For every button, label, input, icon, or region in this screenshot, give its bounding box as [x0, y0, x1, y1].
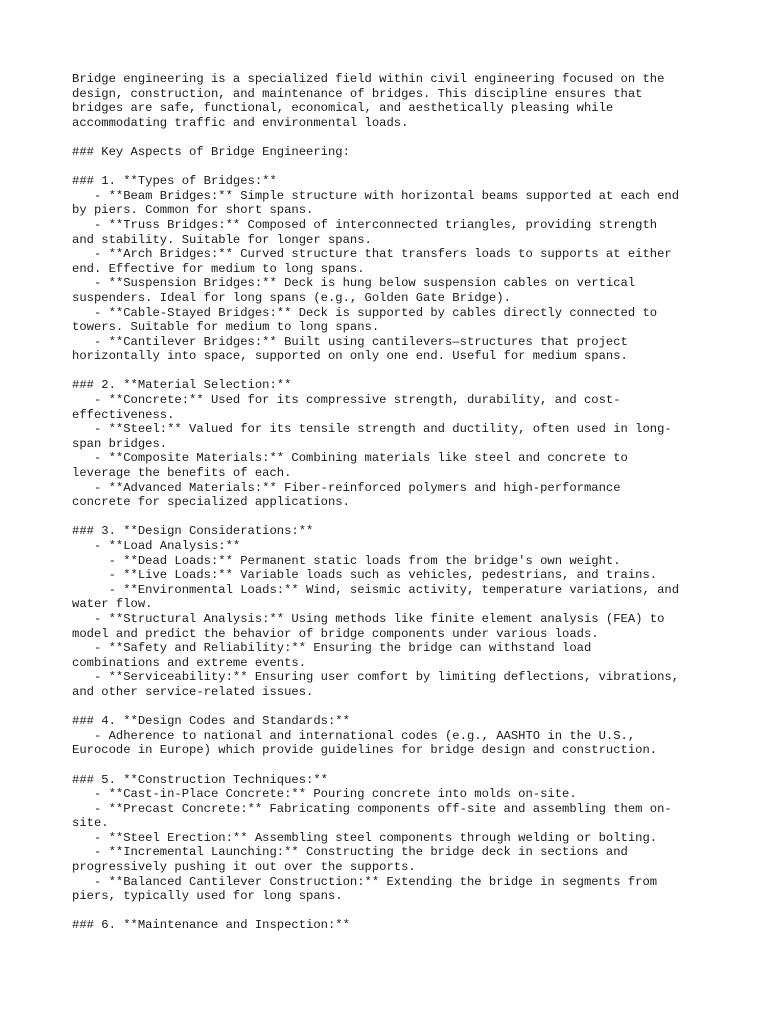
section-heading: ### 5. **Construction Techniques:** — [72, 772, 328, 787]
blank-line — [72, 758, 712, 773]
body-text-line: and stability. Suitable for longer spans. — [72, 232, 372, 247]
bullet-line: - **Cable-Stayed Bridges:** Deck is supported by cables directly connected to — [72, 305, 658, 320]
bullet-line: - **Safety and Reliability:** Ensuring the bridge can withstand load — [72, 641, 592, 656]
bullet-line: - **Balanced Cantilever Construction:** Extending the bridge in segments from — [72, 874, 658, 889]
body-text-line: end. Effective for medium to long spans. — [72, 261, 365, 276]
body-text-line: bridges are safe, functional, economical, and aesthetically pleasing while — [72, 101, 614, 116]
bullet-line: - **Precast Concrete:** Fabricating components off-site and assembling them on- — [72, 801, 672, 816]
body-text-line: water flow. — [72, 597, 153, 612]
body-text-line: by piers. Common for short spans. — [72, 203, 314, 218]
body-text-line: concrete for specialized applications. — [72, 495, 350, 510]
body-text-line: towers. Suitable for medium to long spans. — [72, 320, 380, 335]
bullet-line: - **Structural Analysis:** Using methods like finite element analysis (FEA) to — [72, 611, 665, 626]
blank-line — [72, 904, 712, 919]
bullet-line: - **Cantilever Bridges:** Built using cantilevers—structures that project — [72, 334, 628, 349]
bullet-line: - **Suspension Bridges:** Deck is hung below suspension cables on vertical — [72, 276, 636, 291]
bullet-line: - **Live Loads:** Variable loads such as vehicles, pedestrians, and trains. — [72, 568, 658, 583]
body-text-line: combinations and extreme events. — [72, 655, 307, 670]
bullet-line: - **Dead Loads:** Permanent static loads from the bridge's own weight. — [72, 553, 621, 568]
section-heading: ### 2. **Material Selection:** — [72, 378, 292, 393]
bullet-line: - **Concrete:** Used for its compressive strength, durability, and cost- — [72, 393, 621, 408]
bullet-line: - **Steel Erection:** Assembling steel components through welding or bolting. — [72, 830, 658, 845]
bullet-line: - **Beam Bridges:** Simple structure with horizontal beams supported at each end — [72, 188, 680, 203]
bullet-line: - **Serviceability:** Ensuring user comfort by limiting deflections, vibrations, — [72, 670, 680, 685]
body-text-line: accommodating traffic and environmental loads. — [72, 115, 409, 130]
body-text-line: span bridges. — [72, 436, 168, 451]
body-text-line: site. — [72, 816, 109, 831]
blank-line — [72, 700, 712, 715]
bullet-line: - **Truss Bridges:** Composed of interconnected triangles, providing strength — [72, 217, 658, 232]
body-text-line: design, construction, and maintenance of bridges. This discipline ensures that — [72, 86, 643, 101]
bullet-line: - **Incremental Launching:** Constructing the bridge deck in sections and — [72, 845, 628, 860]
body-text-line: suspenders. Ideal for long spans (e.g., Golden Gate Bridge). — [72, 290, 511, 305]
bullet-line: - **Cast-in-Place Concrete:** Pouring concrete into molds on-site. — [72, 787, 577, 802]
bullet-line: - **Environmental Loads:** Wind, seismic activity, temperature variations, and — [72, 582, 680, 597]
blank-line — [72, 364, 712, 379]
body-text-line: model and predict the behavior of bridge components under various loads. — [72, 626, 599, 641]
blank-line — [72, 130, 712, 145]
body-text-line: effectiveness. — [72, 407, 175, 422]
body-text-line: progressively pushing it out over the supports. — [72, 860, 416, 875]
section-heading: ### 6. **Maintenance and Inspection:** — [72, 918, 350, 933]
blank-line — [72, 510, 712, 525]
section-heading: ### 3. **Design Considerations:** — [72, 524, 314, 539]
bullet-line: - Adherence to national and international codes (e.g., AASHTO in the U.S., — [72, 728, 636, 743]
body-text-line: piers, typically used for long spans. — [72, 889, 343, 904]
bullet-line: - **Load Analysis:** — [72, 539, 241, 553]
document-page — [72, 72, 712, 933]
blank-line — [72, 160, 712, 175]
bullet-line: - **Composite Materials:** Combining materials like steel and concrete to — [72, 451, 628, 466]
bullet-line: - **Arch Bridges:** Curved structure that transfers loads to supports at either — [72, 247, 672, 262]
body-text-line: Bridge engineering is a specialized field within civil engineering focused on the — [72, 72, 665, 86]
body-text-line: Eurocode in Europe) which provide guidelines for bridge design and construction. — [72, 743, 658, 758]
section-heading: ### 4. **Design Codes and Standards:** — [72, 714, 350, 729]
body-text-line: and other service-related issues. — [72, 684, 314, 699]
bullet-line: - **Steel:** Valued for its tensile strength and ductility, often used in long- — [72, 422, 672, 437]
bullet-line: - **Advanced Materials:** Fiber-reinforced polymers and high-performance — [72, 480, 621, 495]
section-heading: ### Key Aspects of Bridge Engineering: — [72, 144, 350, 159]
section-heading: ### 1. **Types of Bridges:** — [72, 174, 277, 189]
body-text-line: horizontally into space, supported on only one end. Useful for medium spans. — [72, 349, 628, 364]
body-text-line: leverage the benefits of each. — [72, 466, 292, 481]
